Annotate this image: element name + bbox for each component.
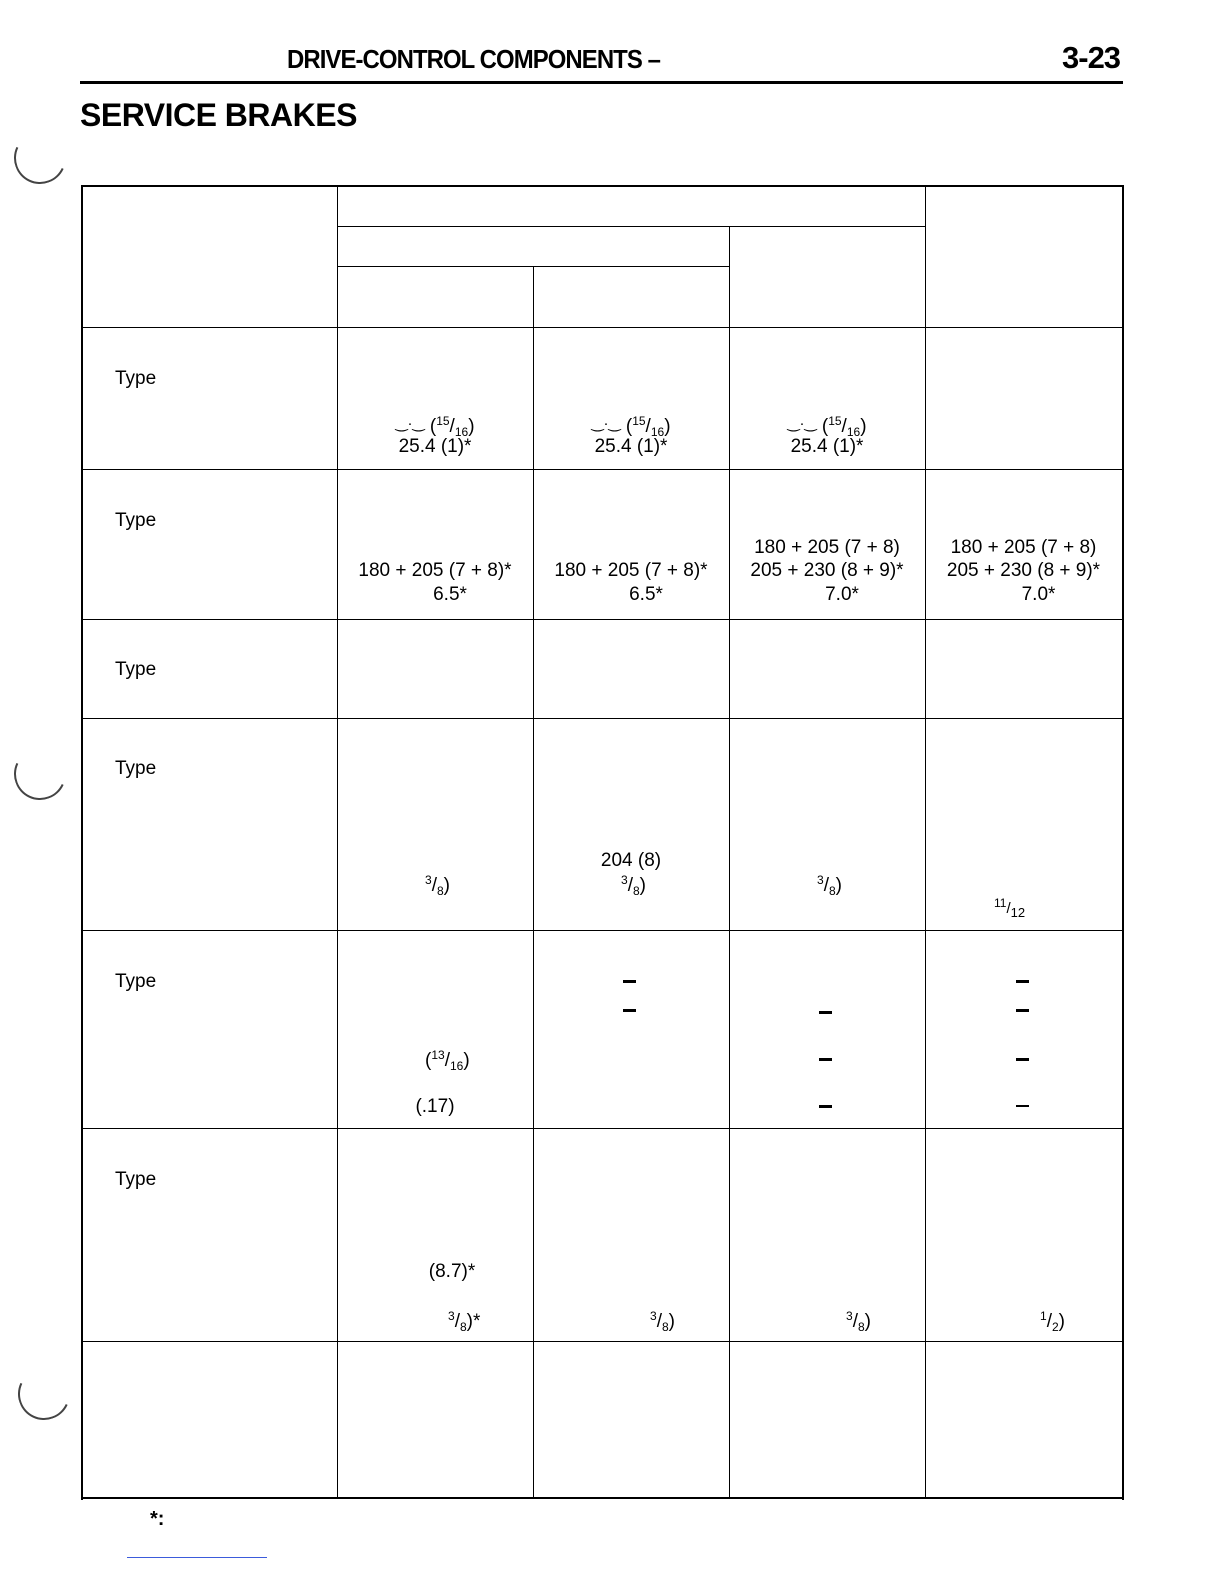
row-label: Type bbox=[115, 510, 157, 531]
table-cell: 180 + 205 (7 + 8) bbox=[950, 537, 1097, 558]
header-title: DRIVE-CONTROL COMPONENTS – bbox=[287, 44, 661, 74]
dash-mark bbox=[1016, 1009, 1029, 1012]
row-label: Type bbox=[115, 758, 157, 779]
row-label: Type bbox=[115, 659, 157, 680]
row-divider bbox=[81, 327, 1124, 328]
dash-mark bbox=[819, 1011, 832, 1014]
footnote-marker: *: bbox=[150, 1508, 165, 1530]
table-cell: $^3/_8$) bbox=[650, 1309, 675, 1334]
dash-mark bbox=[623, 1009, 636, 1012]
table-cell: 25.4 (1)* bbox=[594, 436, 668, 457]
table-cell: 7.0* bbox=[825, 584, 859, 605]
row-divider bbox=[81, 469, 1124, 470]
table-cell: 25.4 (1)* bbox=[398, 436, 472, 457]
table-cell: $^3/_8)*$ bbox=[448, 1309, 481, 1334]
row-divider bbox=[81, 930, 1124, 931]
dash-mark bbox=[1016, 1058, 1029, 1061]
table-cell: ‿·‿ $(^{15}/_{16})$ bbox=[395, 414, 475, 439]
table-cell: $^3/_8$) bbox=[621, 873, 646, 898]
table-cell: $^3/_8$) bbox=[846, 1309, 871, 1334]
header-divider-b bbox=[729, 226, 730, 328]
table-cell: 180 + 205 (7 + 8)* bbox=[554, 560, 708, 581]
table-cell: 205 + 230 (8 + 9)* bbox=[750, 560, 904, 581]
table-cell: 6.5* bbox=[433, 584, 467, 605]
table-cell: ‿·‿ $(^{15}/_{16})$ bbox=[591, 414, 671, 439]
row-divider bbox=[81, 619, 1124, 620]
header-divider-c bbox=[925, 185, 926, 328]
binder-hole-icon bbox=[11, 1361, 78, 1428]
col-divider-1 bbox=[337, 185, 338, 1499]
binder-hole-icon bbox=[7, 741, 74, 808]
header-divider-a bbox=[533, 266, 534, 328]
table-cell: 6.5* bbox=[629, 584, 663, 605]
table-border-left bbox=[81, 185, 83, 1500]
table-cell: 7.0* bbox=[1021, 584, 1056, 605]
dash-mark bbox=[819, 1058, 832, 1061]
footnote-rule bbox=[127, 1557, 267, 1558]
table-cell: (8.7)* bbox=[428, 1261, 476, 1282]
header-rule-1 bbox=[337, 226, 925, 227]
table-cell: 205 + 230 (8 + 9)* bbox=[946, 560, 1101, 581]
binder-hole-icon bbox=[7, 125, 74, 192]
col-divider-4 bbox=[925, 328, 926, 1499]
table-cell: 25.4 (1)* bbox=[790, 436, 864, 457]
table-border-bottom bbox=[81, 1497, 1124, 1499]
col-divider-2 bbox=[533, 328, 534, 1499]
table-cell: $^3/_8$) bbox=[425, 873, 450, 898]
table-cell: (.17) bbox=[415, 1096, 455, 1117]
table-cell: 180 + 205 (7 + 8)* bbox=[358, 560, 512, 581]
row-label: Type bbox=[115, 368, 157, 389]
row-divider bbox=[81, 1128, 1124, 1129]
row-label: Type bbox=[115, 1169, 157, 1190]
table-cell: $^1/_2$) bbox=[1040, 1309, 1065, 1334]
page-number: 3-23 bbox=[1062, 40, 1121, 75]
dash-mark bbox=[1016, 980, 1029, 983]
section-title: SERVICE BRAKES bbox=[80, 97, 357, 133]
table-border-right bbox=[1122, 185, 1124, 1500]
dash-mark bbox=[1016, 1105, 1029, 1107]
header-rule bbox=[80, 81, 1123, 84]
table-border-top bbox=[81, 185, 1124, 187]
row-divider bbox=[81, 1341, 1124, 1342]
row-label: Type bbox=[115, 971, 157, 992]
table-cell: ‿·‿ $(^{15}/_{16})$ bbox=[787, 414, 867, 439]
table-cell: $(^{13}/_{16})$ bbox=[425, 1048, 470, 1073]
dash-mark bbox=[623, 980, 636, 983]
dash-mark bbox=[819, 1105, 832, 1108]
col-divider-3 bbox=[729, 328, 730, 1499]
table-cell: $^3/_8$) bbox=[817, 873, 842, 898]
row-divider bbox=[81, 718, 1124, 719]
table-cell: $^{11}$/12 bbox=[994, 896, 1026, 920]
table-cell: 180 + 205 (7 + 8) bbox=[754, 537, 900, 558]
table-cell: 204 (8) bbox=[600, 850, 662, 871]
